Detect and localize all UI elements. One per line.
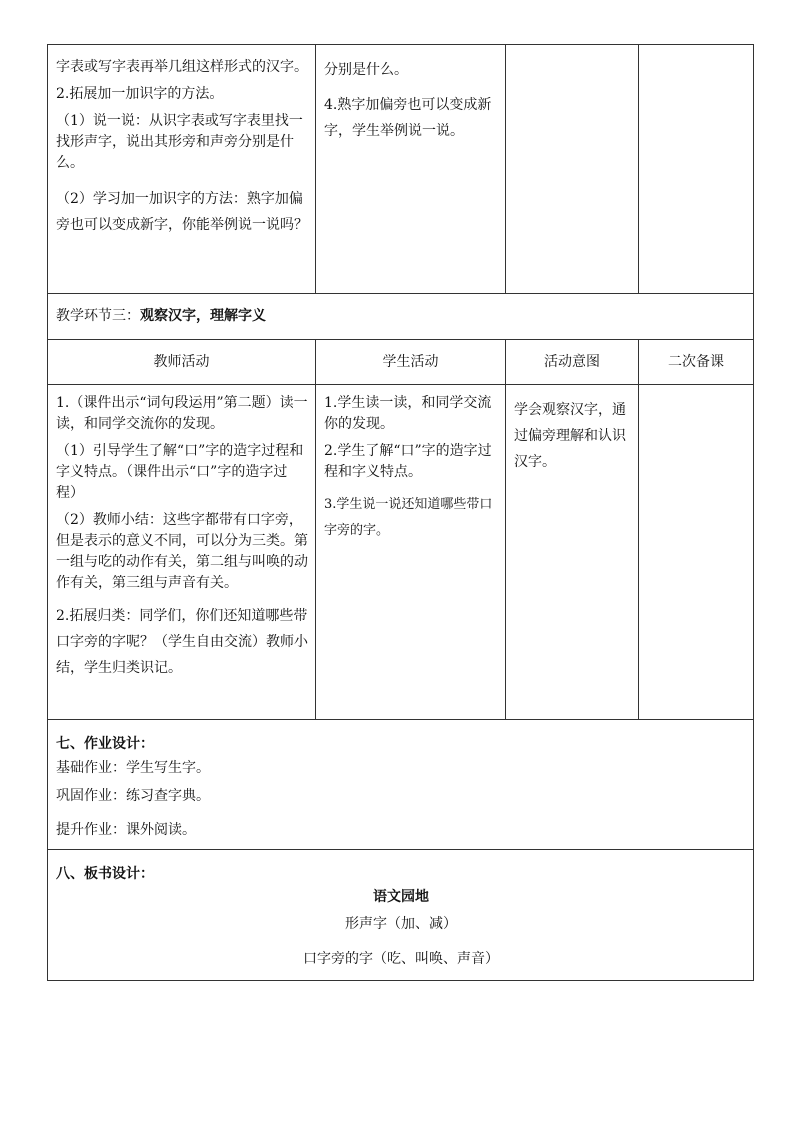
intent-cell	[506, 45, 639, 294]
board-title: 八、板书设计：	[56, 866, 154, 882]
homework-row	[48, 720, 754, 850]
homework-item: 基础作业：学生写生字。	[56, 760, 210, 776]
board-cell	[48, 850, 754, 981]
header-teacher: 教师活动	[48, 340, 316, 385]
section-row	[48, 294, 754, 340]
student-text: 1.学生读一读，和同学交流你的发现。	[324, 395, 492, 432]
teacher-text: 2.拓展加一加识字的方法。	[56, 86, 224, 102]
column-header-row	[48, 340, 754, 385]
teacher-text: 字表或写字表再举几组这样形式的汉字。	[56, 59, 308, 75]
board-line: 形声字（加、减）	[345, 916, 457, 932]
board-heading: 语文园地	[373, 889, 429, 905]
intent-text: 学会观察汉字，通过偏旁理解和认识汉字。	[514, 402, 626, 470]
homework-title: 七、作业设计：	[56, 736, 154, 752]
teacher-text: （2）教师小结：这些字都带有口字旁，但是表示的意义不同，可以分为三类。第一组与吃的动作有关，第二组与叫唤的动作有关，第三组与声音有关。	[56, 512, 308, 591]
teacher-text: 1.（课件出示“词句段运用”第二题）读一读，和同学交流你的发现。	[56, 395, 308, 432]
teacher-activity-cell	[48, 45, 316, 294]
student-text: 4.熟字加偏旁也可以变成新字，学生举例说一说。	[324, 97, 492, 139]
student-text: 分别是什么。	[324, 62, 408, 78]
section-title: 观察汉字，理解字义	[140, 308, 266, 324]
continuation-row	[48, 45, 754, 294]
student-text: 3.学生说一说还知道哪些带口字旁的字。	[324, 497, 493, 538]
board-row	[48, 850, 754, 981]
homework-cell	[48, 720, 754, 850]
lesson-plan-table	[47, 44, 754, 981]
homework-item: 巩固作业：练习查字典。	[56, 788, 210, 804]
second-prep-cell	[639, 385, 754, 720]
section-heading-cell	[48, 294, 754, 340]
student-activity-cell	[316, 385, 506, 720]
activity-row	[48, 385, 754, 720]
homework-item: 提升作业：课外阅读。	[56, 822, 196, 838]
header-intent: 活动意图	[506, 340, 639, 385]
teacher-text: （1）引导学生了解“口”字的造字过程和字义特点。（课件出示“口”字的造字过程）	[56, 443, 304, 501]
second-prep-cell	[639, 45, 754, 294]
lesson-plan-page	[47, 44, 753, 981]
teacher-activity-cell	[48, 385, 316, 720]
teacher-text: （1）说一说：从识字表或写字表里找一找形声字，说出其形旁和声旁分别是什么。	[56, 113, 303, 171]
student-text: 2.学生了解“口”字的造字过程和字义特点。	[324, 443, 492, 480]
header-second-prep: 二次备课	[639, 340, 754, 385]
board-line: 口字旁的字（吃、叫唤、声音）	[303, 951, 499, 967]
student-activity-cell	[316, 45, 506, 294]
teacher-text: 2.拓展归类：同学们，你们还知道哪些带口字旁的字呢？（学生自由交流）教师小结，学生归类识记。	[56, 608, 308, 676]
intent-cell	[506, 385, 639, 720]
header-student: 学生活动	[316, 340, 506, 385]
teacher-text: （2）学习加一加识字的方法：熟字加偏旁也可以变成新字，你能举例说一说吗？	[56, 191, 308, 233]
section-label: 教学环节三：	[56, 308, 140, 324]
